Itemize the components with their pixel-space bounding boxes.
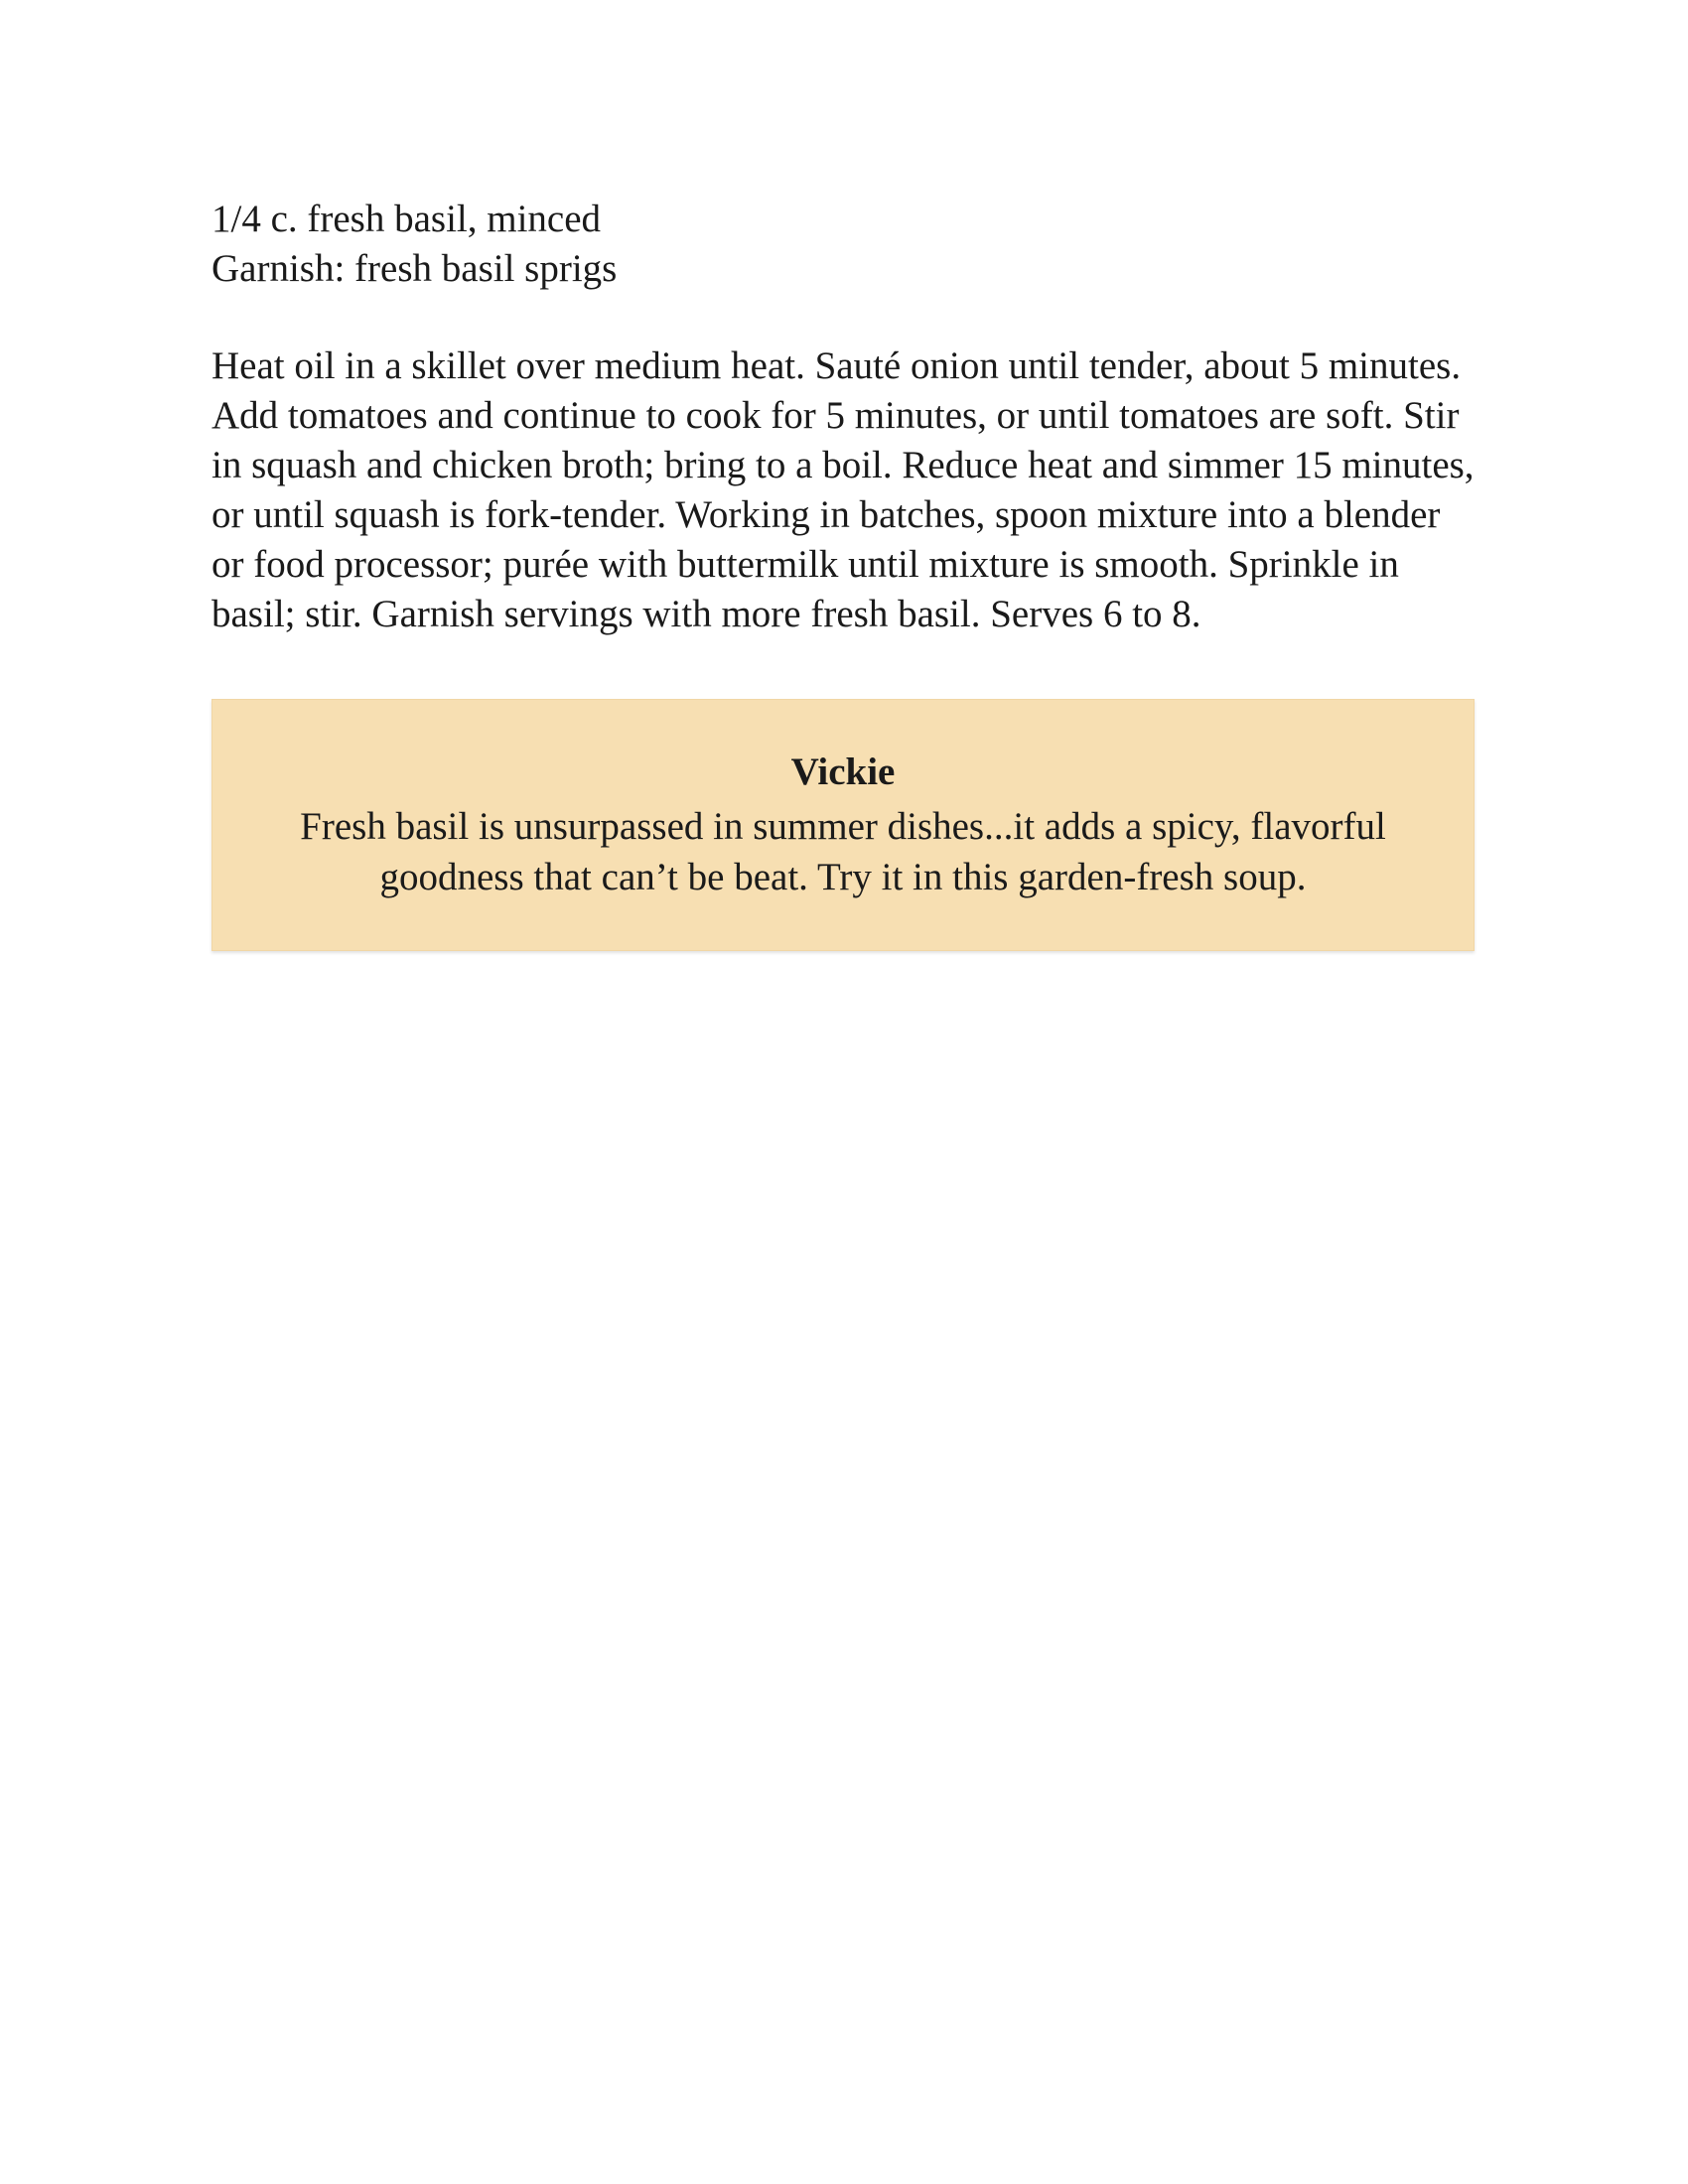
ingredient-list [211, 195, 1475, 294]
tip-author: Vickie [790, 751, 896, 793]
ingredient-item: 1/4 c. fresh basil, minced [211, 198, 602, 240]
ingredient-item: Garnish: fresh basil sprigs [211, 247, 618, 290]
tip-box [211, 699, 1475, 951]
recipe-page [211, 195, 1475, 951]
directions-paragraph: Heat oil in a skillet over medium heat. Sauté onion until tender, about 5 minutes. Add tomatoes and continue to cook for 5 minutes, or until tomatoes are soft. Stir in squash and chicken broth; bring to a boil. Reduce heat and simmer 15 minutes, or until squash is fork-tender. Working in batches, spoon mixture into a blender or food processor; purée with buttermilk until mixture is smooth. Sprinkle in basil; stir. Garnish servings with more fresh basil. Serves 6 to 8. [211, 344, 1475, 635]
tip-text: Fresh basil is unsurpassed in summer dishes...it adds a spicy, flavorful goodness that can’t be beat. Try it in this garden-fresh soup. [300, 805, 1386, 898]
